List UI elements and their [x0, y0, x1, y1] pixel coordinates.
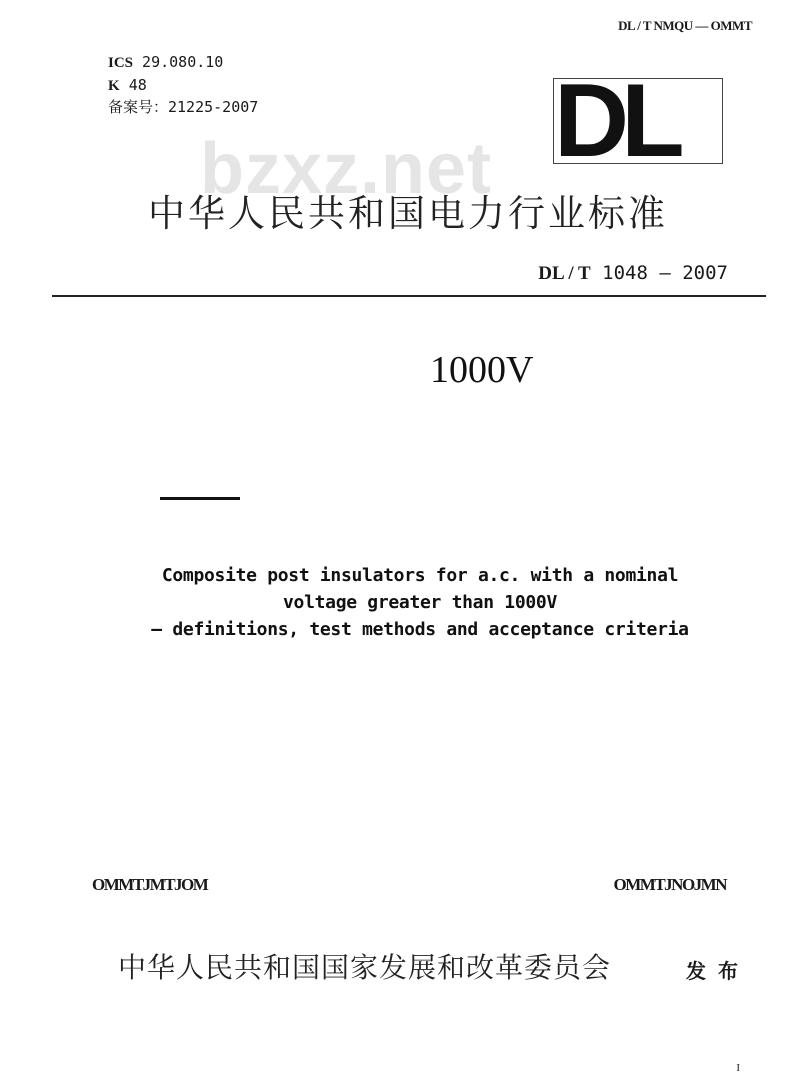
standard-number — [538, 262, 728, 285]
title-dash — [160, 497, 240, 500]
issue-action: 发布 — [686, 959, 750, 983]
document-title-cn: 1000V — [430, 349, 534, 391]
title-en-line2: voltage greater than 1000V — [283, 592, 557, 613]
class-line — [108, 75, 147, 96]
filing-number: 备案号：21225-2007 — [108, 98, 259, 116]
watermark: bzxz.net — [200, 129, 493, 209]
logo-text: DL — [554, 78, 677, 164]
standard-value: 1048 — 2007 — [602, 262, 728, 284]
dl-logo — [553, 78, 723, 164]
class-label: K — [108, 78, 120, 94]
ics-line — [108, 52, 223, 73]
standard-title: 中华人民共和国电力行业标准 — [148, 192, 668, 235]
document-title-en — [0, 562, 800, 643]
class-value: 48 — [128, 76, 147, 94]
effective-date: OMMTJNOJMN — [613, 875, 726, 894]
header-code: DL / T NMQU — OMMT — [618, 18, 752, 33]
title-en-line1: Composite post insulators for a.c. with a nominal — [161, 565, 679, 586]
title-en-line3: — definitions, test methods and acceptance criteria — [151, 619, 689, 640]
ics-label: ICS — [108, 55, 134, 71]
issuer-name: 中华人民共和国国家发展和改革委员会 — [118, 951, 612, 984]
ics-value: 29.080.10 — [142, 53, 224, 71]
divider-rule — [52, 295, 766, 297]
issue-date: OMMTJMTJOM — [92, 875, 208, 894]
page-number: I — [736, 1062, 740, 1074]
standard-prefix: DL / T — [538, 263, 591, 284]
